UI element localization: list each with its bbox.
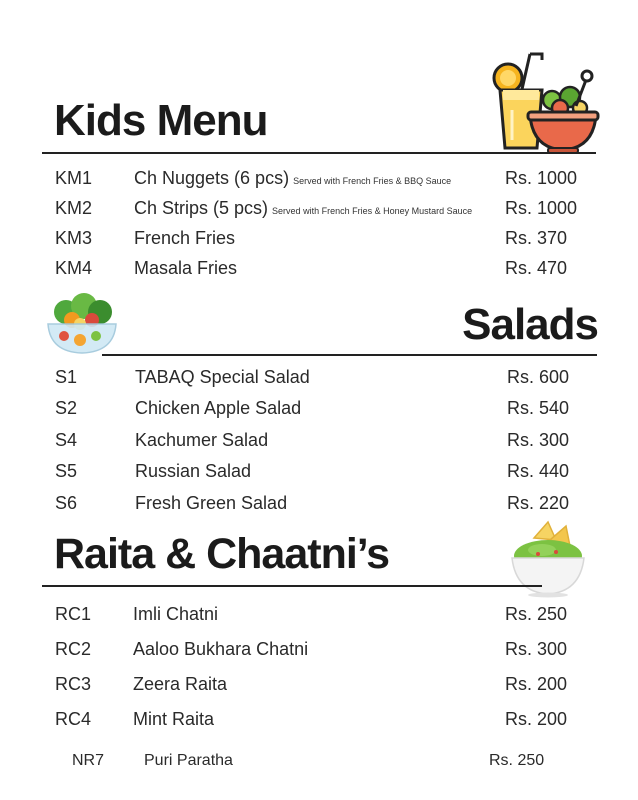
item-code: S2: [55, 398, 78, 418]
kids-divider: [42, 152, 596, 154]
item-name: Russian Salad: [135, 461, 252, 481]
item-name: Imli Chatni: [133, 604, 219, 624]
item-name: Chicken Apple Salad: [135, 398, 302, 418]
item-price: Rs. 1000: [505, 198, 578, 218]
item-price: Rs. 300: [507, 430, 570, 450]
item-name: Zeera Raita: [133, 674, 228, 694]
item-code: RC4: [55, 709, 92, 729]
item-code: KM2: [55, 198, 93, 218]
item-name: Kachumer Salad: [135, 430, 269, 450]
item-title: Ch Nuggets (6 pcs): [134, 168, 290, 188]
item-price: Rs. 200: [505, 709, 568, 729]
item-name: [134, 198, 472, 219]
item-name: Masala Fries: [134, 258, 238, 278]
item-code: KM3: [55, 228, 93, 248]
item-code: NR7: [72, 752, 105, 769]
item-code: RC3: [55, 674, 92, 694]
item-price: Rs. 540: [507, 398, 570, 418]
salads-divider: [102, 354, 597, 356]
item-name: French Fries: [134, 228, 236, 248]
juice-and-salad-icon: [490, 50, 600, 155]
item-price: Rs. 250: [489, 752, 545, 769]
item-code: RC1: [55, 604, 92, 624]
item-code: S6: [55, 493, 78, 513]
item-price: Rs. 300: [505, 639, 568, 659]
item-code: KM4: [55, 258, 93, 278]
item-name: Aaloo Bukhara Chatni: [133, 639, 309, 659]
item-note: Served with French Fries & BBQ Sauce: [293, 176, 452, 186]
item-price: Rs. 220: [507, 493, 570, 513]
kids-menu-title: Kids Menu: [54, 96, 268, 145]
raita-title: Raita & Chaatni’s: [54, 530, 390, 578]
item-title: Ch Strips (5 pcs): [134, 198, 269, 218]
item-price: Rs. 600: [507, 367, 570, 387]
item-code: KM1: [55, 168, 93, 188]
item-price: Rs. 250: [505, 604, 568, 624]
salad-bowl-icon: [44, 290, 120, 356]
item-price: Rs. 1000: [505, 168, 578, 188]
item-code: S5: [55, 461, 78, 481]
item-name: TABAQ Special Salad: [135, 367, 310, 387]
item-name: Puri Paratha: [144, 752, 233, 769]
item-code: S4: [55, 430, 78, 450]
item-note: Served with French Fries & Honey Mustard Sauce: [272, 206, 473, 216]
item-price: Rs. 470: [505, 258, 568, 278]
item-code: S1: [55, 367, 78, 387]
item-code: RC2: [55, 639, 92, 659]
item-name: [134, 168, 451, 189]
item-price: Rs. 200: [505, 674, 568, 694]
salads-title: Salads: [462, 300, 598, 349]
item-price: Rs. 440: [507, 461, 570, 481]
item-price: Rs. 370: [505, 228, 568, 248]
raita-divider: [42, 585, 542, 587]
item-name: Fresh Green Salad: [135, 493, 288, 513]
item-name: Mint Raita: [133, 709, 215, 729]
